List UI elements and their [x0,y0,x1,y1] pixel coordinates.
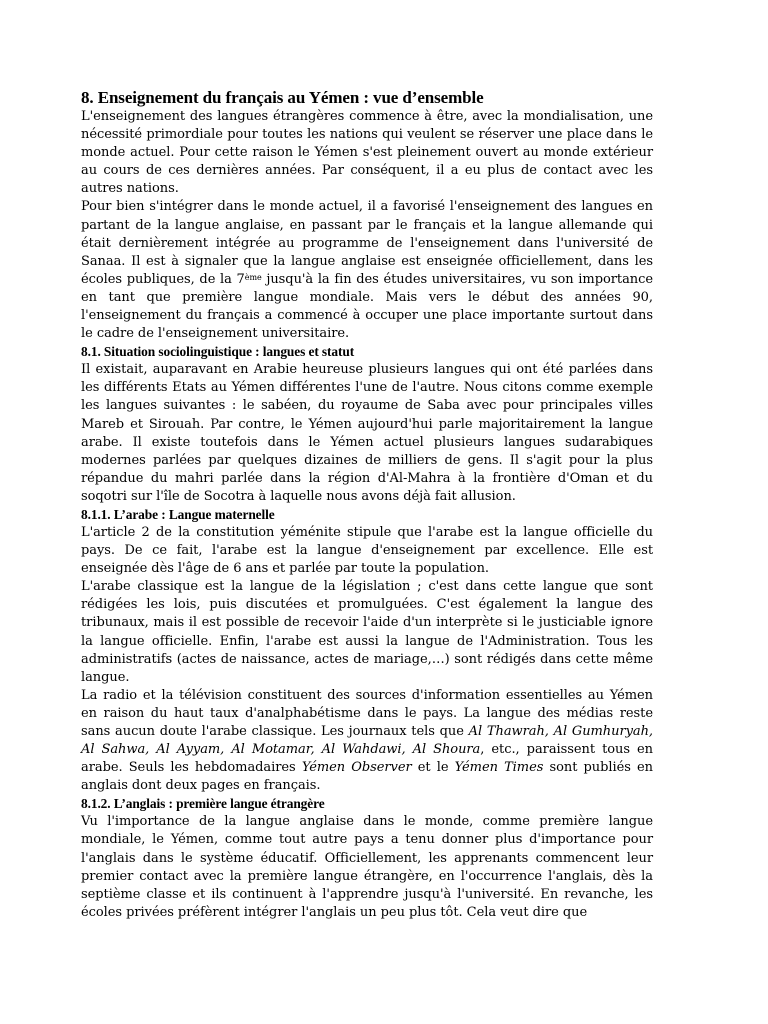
p2-text-before: Pour bien s'intégrer dans le monde actuel, il a favorisé l'enseignement des langues en partant de la langue anglaise, en passant par le français et la langue allemande qui était dernièrement intégrée au programme de l'enseignement dans l'université de Sanaa. Il est à signaler que la langue anglaise est enseignée officiellement, dans les écoles publiques, de la [81,199,653,287]
section-8-1-1-paragraph-3 [81,687,653,796]
section-8-paragraph-1: L'enseignement des langues étrangères commence à être, avec la mondialisation, une nécessité primordiale pour toutes les nations qui veulent se réserver une place dans le monde actuel. Pour cette raison le Yémen s'est pleinement ouvert au monde extérieur au cours de ces dernières années. Par conséquent, il a eu plus de contact avec les autres nations. [81,109,653,197]
section-8-1-2-heading: 8.1.2. L’anglais : première langue étrangère [81,796,325,812]
document-page [81,88,653,922]
p2-text-after: jusqu'à la fin des études universitaires, vu son importance en tant que première langue mondiale. Mais vers le début des années 90, l'enseignement du français a commencé à occuper une place importante surtout dans le cadre de l'enseignement universitaire. [81,271,653,342]
section-8-heading: 8. Enseignement du français au Yémen : vue d’ensemble [81,88,484,107]
weekly-yemen-times: Yémen Times [454,760,544,776]
p2-ordinal-suffix: ème [244,272,262,282]
section-8-1-2-paragraph: Vu l'importance de la langue anglaise dans le monde, comme première langue mondiale, le Yémen, comme tout autre pays a tenu donner plus d'importance pour l'anglais dans le système éducatif. Officiellement, les apprenants commencent leur premier contact avec la première langue étrangère, en l'occurrence l'anglais, dès la septième classe et ils continuent à l'apprendre jusqu'à l'université. En revanche, les écoles privées préfèrent intégrer l'anglais un peu plus tôt. Cela veut dire que [81,814,653,920]
section-8-1-1-paragraph-2: L'arabe classique est la langue de la législation ; c'est dans cette langue que sont rédigées les lois, puis discutées et promulguées. C'est également la langue des tribunaux, mais il est possible de recevoir l'aide d'un interprète si le justiciable ignore la langue officielle. Enfin, l'arabe est aussi la langue de l'Administration. Tous les administratifs (actes de naissance, actes de mariage,…) sont rédigés dans cette même langue. [81,579,653,685]
section-8-1-1-paragraph-1: L'article 2 de la constitution yéménite stipule que l'arabe est la langue officielle du pays. De ce fait, l'arabe est la langue d'enseignement par excellence. Elle est enseignée dès l'âge de 6 ans et parlée par toute la population. [81,524,653,577]
section-8-1-1-heading: 8.1.1. L’arabe : Langue maternelle [81,506,275,522]
weekly-yemen-observer: Yémen Observer [301,760,412,776]
p3-text-d: sont publiés en anglais dont deux pages en français. [81,760,653,794]
section-8-1-paragraph: Il existait, auparavant en Arabie heureuse plusieurs langues qui ont été parlées dans les différents Etats au Yémen différentes l'une de l'autre. Nous citons comme exemple les langues suivantes : le sabéen, du royaume de Saba avec pour principales villes Mareb et Sirouah. Par contre, le Yémen aujourd'hui parle majoritairement la langue arabe. Il existe toutefois dans le Yémen actuel plusieurs langues sudarabiques modernes parlées par quelques dizaines de milliers de gens. Il s'agit pour la plus répandue du mahri parlée dans la région d'Al-Mahra à la frontière d'Oman et du soqotri sur l'île de Socotra à laquelle nous avons déjà fait allusion. [81,362,653,504]
section-title: Enseignement du français au Yémen [97,88,360,107]
section-title-rest: : vue d’ensemble [359,88,484,107]
section-8-1-heading: 8.1. Situation sociolinguistique : langues et statut [81,344,355,360]
p3-text-a: La radio et la télévision constituent des sources d'information essentielles au Yémen en raison du haut taux d'analphabétisme dans le pays. La langue des médias reste sans aucun doute l'arabe classique. Les journaux tels que [81,687,653,739]
p3-text-b: , etc., paraissent tous en arabe. Seuls les hebdomadaires [81,742,653,776]
p3-text-c: et le [411,760,455,776]
section-number: 8 [81,88,90,107]
newspaper-names: Al Thawrah, Al Gumhuryah, Al Sahwa, Al Ayyam, Al Motamar, Al Wahdawi, Al Shoura [81,724,654,758]
section-8-paragraph-2 [81,198,653,343]
p2-ordinal-number: 7 [236,271,245,287]
